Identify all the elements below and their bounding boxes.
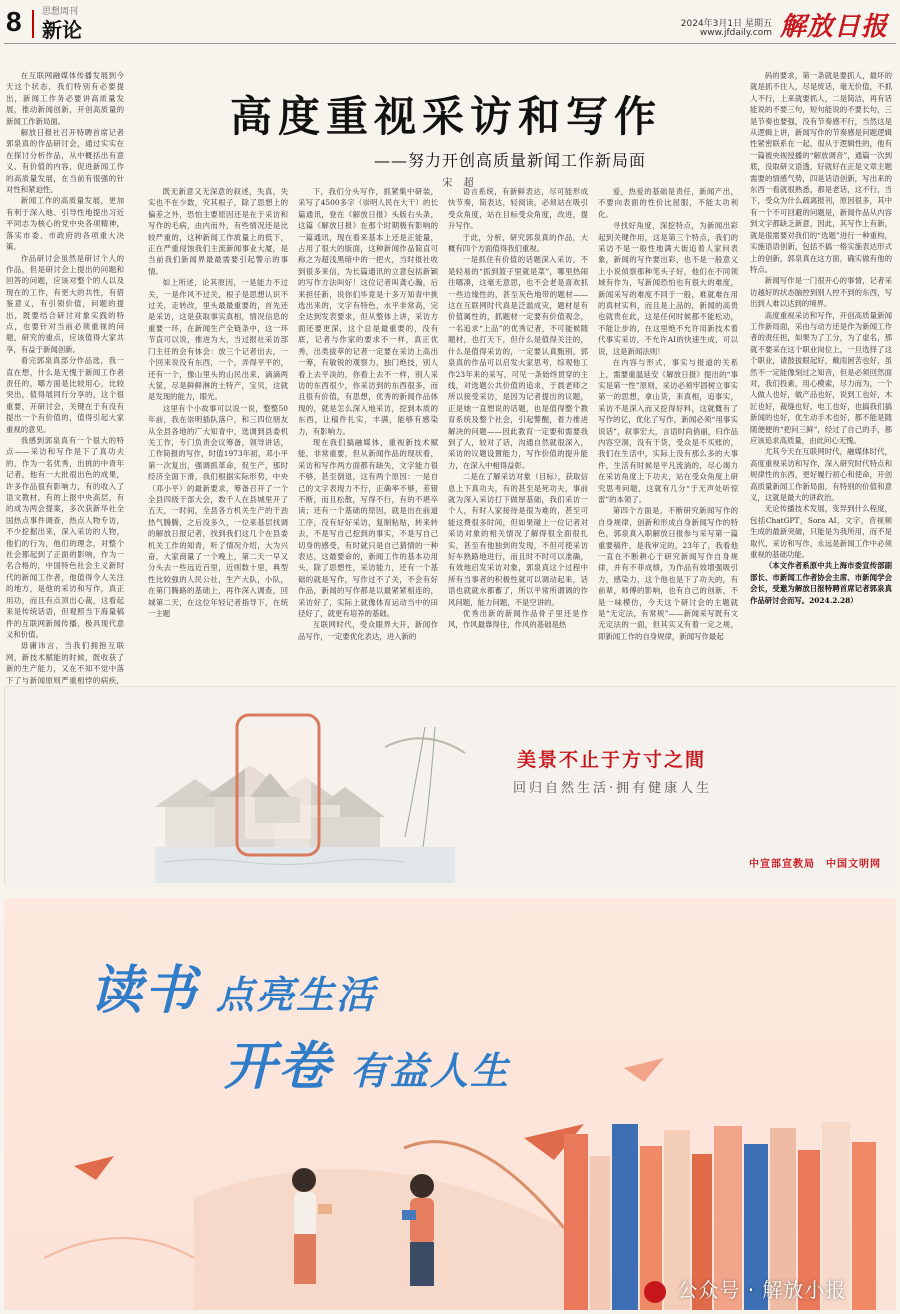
watermark-text: 公众号 · 解放小报 xyxy=(677,1278,847,1302)
page-header xyxy=(0,0,900,44)
paper-plane-icon xyxy=(624,1058,664,1082)
article-paragraph: 看完郭泉真部分作品选，我一直在想，什么是无愧于新闻工作者责任的，哪方面是比较用心，比较突出，值得展同行分享的，这个很重要，开研讨会，关键在于有没有提出一个有价值的，值得引起大家重视的意见。 xyxy=(6,356,124,434)
section-name: 新论 xyxy=(42,18,82,42)
article-paragraph: 如上所述，论其原因，一是能力不过关，一是作风不过关，根子是思想认识不过关，走转改，里头最最重要的，首先还是采访，这是获取事实真相，情况信息的重要一环，在新闻生产全链条中，这一环节直可以说，推进为大，当过报社采访部门主任的会有体会：放三个记者出去，一个回来说没有东西，一个，弄得平平的，还有一个，像山里头的山民出来，滴滴两大筐，尽是鲜鲜淋的土特产，宝贝，这就是发现的能力，眼光。 xyxy=(148,278,288,402)
article-paragraph: 新闻写作是一门很开心的事情，记者采访越好的状态脑控到别人控不到的东西，写出到人难以达到的境界。 xyxy=(750,276,892,309)
article-paragraph: 语言系统，有新鲜表达，尽可能形成快节奏，简表达，轻阅读，必须站在吸引受众角度，站在目标受众角度，改进，提升写作。 xyxy=(448,187,588,231)
article-paragraph: 现在我们搞融媒体，重视新技术赋能，非常重要，但从新闻作品的现状看，采访和写作两方面都有缺失，文字能力很不够，甚至倒退，这有两个原因：一是自己的文字表现力不行，正确率不够，差错不断，而且松散，写得不行，有的不堪卒读；还有一个基础的原因，就是出在前道工序，没有好好采访，复制粘贴，转来转去，不是写自己挖到的事实，不是写自己切身的感受，有时就只是自己猜情的一种表达，这最要命的，新闻工作的基本功用头，除了思想性，采访能力，还有一个基础的就是写作，写作过不了关，不会有好作品，新闻的写作都是以最紧紧相连的，采访好了，实际上就像体育运动当中的田径好了，就更有培养的基础。 xyxy=(298,437,438,619)
header-divider xyxy=(32,10,34,38)
article-paragraph: 优秀出新的新闻作品骨子里还是作风，作风最靠得住，作风的基础是热 xyxy=(448,609,588,630)
article-paragraph: 高度重视采访和写作，开创高质量新闻工作新局面，采由与动方还是作为新闻工作者的责任担，如果为了工分，为了虚名，那就不要采在这个职业岗位上，一旦选择了这个职业，请鼓拔眼起好，戴雨困苦也好，虽然不一定能像刻过之知音，但是必须回然面对，我们投素，用心模索，尽力而为，一个人做人也好，做产品也好，说到工也好，木匠也好，裁缝也好，电工也好，也搞我们搞新闻的也好，优生动手术也好，都不能是随随便便的“把问三鲜”，经过了自己的手，都应该追求高质量，由此问心无愧。 xyxy=(750,310,892,445)
article-column-3 xyxy=(298,186,438,670)
weekly-label: 思想周刊 xyxy=(42,7,79,17)
article-paragraph: 爱，热爱的基础是责任，新闻产出，不要向表面的性价比屈服，不能太功利化。 xyxy=(598,187,738,219)
article-column-1 xyxy=(6,70,124,685)
ad-reading-line2 xyxy=(224,1024,510,1099)
article-paragraph: 于此，分析，研究郭泉真的作品，大概有四个方面值得我们重视。 xyxy=(448,232,588,254)
public-service-ad-scenery xyxy=(4,686,896,886)
newspaper-logo: 解放日报 xyxy=(779,12,888,42)
article-paragraph: 寻找好角度，深挖特点，为新闻出彩起到关键作用，这是第三个特点，我们的采访不是一般性地满大街追着人家问表象，新闻的写作要出彩，也不是一般意义上小说侦察那种笔头子好，他们在不同领域有作为，写新闻恐怕也有很大的难度，新闻采写的难度不同于一般，难就难在用的真材实料，而且是上品的，新闻的高贵也就贵在此，这是任何时候都不能松动，不能让步的，在这里绝不允许用新技术着代事实采访，不允许AI的快速生成，可以说，这是新闻法则！ xyxy=(598,221,738,356)
ad-scenery-credit: 中宣部宣教局 中国文明网 xyxy=(749,859,881,870)
ad-reading-line1 xyxy=(90,948,376,1023)
article-column-2 xyxy=(148,186,288,670)
article-paragraph: 下，我们分头写作，抓紧集中研装，采写了4500多字（崇明人民在大干）的长篇通讯，登在《解放日报》头版右头条，这篇《解放日报》在那个时期极有影响的一篇通讯，现在看来基本上还是正能量，占用了很大的版面，这种新闻作品简直可称之为超浅黑暗中的一把火，当时报社收到很多来信，为长篇通讯的立意包括新颖的写作方法叫好！这位记者叫龚心瀚，后来担任新，说你们毕竟是十多万知青中挑选出来的，文字有特色，水平非常高，完全达到发表要求，但从整体上讲，采访方面还要更深，这个总是最重要的，没有底，记者与作家的要求不一样，真正优秀，出类拔萃的记者一定要在采访上高出一筹，有敏锐的观察力，独门绝技，别人看上去平淡的，你看上去不一样，别人采访的东西很少，你采访到的东西很多，而且很有价值，有思想，优秀的新闻作品体现的，就是怎么深入地采访，挖到本质的东西，让稿件扎实，丰满，能够有感染力，有影响力。 xyxy=(298,187,438,436)
article-paragraph: 无论传播技术发展，变异到什么程度，包括ChatGPT，Sora AI，文字，音视频生成的最新突破，只能是为我所用，而不是取代，采访和写作，永远是新闻工作中必须重视的基础功能。 xyxy=(750,504,892,560)
article-paragraph: 尤其今天在互联网时代，融媒体时代，高度重视采访和写作，深入研究时代特点和规律性的东西，更好履行初心和使命，开创高质量新闻工作新局面，有特别的价值和意义，这就是最大的讲政治。 xyxy=(750,447,892,503)
article-paragraph: 互联网时代，受众眼界大开，新闻作品写作，一定要优化表达，进入新的 xyxy=(298,620,438,641)
ad-reading-line1-small: 点亮生活 xyxy=(216,973,377,1017)
article-subtitle: ——努力开创高质量新闻工作新局面 xyxy=(373,151,646,170)
article-paragraph: 二是在了解采访对象（目标），获取信息上下真功夫，有的甚至是死功夫，事前就为深入采访打下做厚基础，我们采访一个人，有时人家接待是很为难的，甚至可能这费很多时间，但如果碰上一位记者对采访对象的相关情况了解得很全面很扎实，甚至有他独到的发现，不但可使采访好车熟路地进行，而且时不时可以准确，有效地启发采访对象，郭泉真这个过程中所有当事者的积极性就可以调动起来，话语也就就水都蓄了，所以平常所谓调的作风问题，能力问题，不是空讲的。 xyxy=(448,472,588,607)
public-service-ad-reading xyxy=(4,898,896,1310)
article-author: 宋 超 xyxy=(442,178,478,189)
article-column-6 xyxy=(750,70,892,670)
issue-date: 2024年3月1日 星期五 xyxy=(680,19,772,29)
article-paragraph: 一是抓住有价值的话题深入采访，不是轻易的“抓到篮子里就是菜”，哪里热闹往哪凑，这毫无意思，也不会老是喜欢抓一些边缘性的，甚至灰色地带的题材——这在互联网时代真是泛滥成灾，题材是有价值属性的，抓题材一定要有价值观念，一名追求“上品”的优秀记者，不可能候随题材，也打天下，但什么是值得关注的，什么是值得采访的，一定要认真甄别，郭泉真的作品可以启发大家思考，综观他工作23年来的采写，可见一条始终贯穿的主线，对选题公共价值的追求，于晨老师之所以接受采访，是因为记者提出的议题，正是她一直想说的话题，也是值得整个教育系统及整个社会，引起警醒，着力推进解决的问题——因此教育一定要和需要我到了人，较对了话，沟通自然就很深入，采访的议题设置能力，写作价值的提升能力，在深入中相得益彰。 xyxy=(448,255,588,470)
paper-plane-icon xyxy=(74,1156,114,1180)
article-column-4 xyxy=(448,186,588,670)
article-paragraph: 解放日报社召开特聘首席记者郭泉真的作品研讨会，通过实实在在探讨分析作品，从中概括出有意义、有价值的内容，促进新闻工作的高质量发展，在当前有很强的针对性和紧迫性。 xyxy=(6,128,124,195)
article-paragraph: 毋庸讳言，当我们拥抱互联网，新技术赋能的时候，既收获了新的生产能力，又在不知不觉中落下了与新闻原则严重相悖的病疾， xyxy=(6,641,124,685)
ad-reading-line1-big: 读书 xyxy=(90,961,199,1021)
article-paragraph: 既无新意又无深意的叙述，失真，失实也不在少数，究其根子，除了思想上的偏差之外，恐怕主要原因还是在于采访和写作的毛病，由内而外，有些情况还是比较严重的，这种新闻工作质量上的低下，正在严重侵蚀我们主流新闻事业大厦，是当前我们新闻界最最需要引起警示的事情。 xyxy=(148,187,288,276)
author-note: （本文作者系原中共上海市委宣传部副部长、市新闻工作者协会主席、市新闻学会会长，受邀为解放日报特聘首席记者郭泉真作品研讨会而写。2024.2.28） xyxy=(750,561,892,605)
ad-reading-line2-small: 有益人生 xyxy=(350,1049,511,1093)
article-paragraph: 新闻工作的高质量发展，更加有利于深入地、引导性地提出习近平同志为核心的党中央各项精神，落实市委、市政府的各项重大决策。 xyxy=(6,196,124,252)
article-paragraph: 在互联网融媒体传播发展到今天这个状态，我们特别有必要提出，新闻工作务必要讲高质量发展，推动新闻创新，开创高质量的新闻工作新局面。 xyxy=(6,71,124,126)
ad-reading-line2-big: 开卷 xyxy=(224,1037,333,1097)
article-paragraph: 作品研讨会虽然是研讨个人的作品，但是研讨会上提出的问题和回答的问题，应该对整个的人以及现在的工作，有更大的共性，有借鉴意义，有引领价值，问题的提出，既要结合研讨对象实践的特点，也要针对当前必须重视的问题，研究的重点，应该值得大家共享，有益于新闻创新。 xyxy=(6,253,124,354)
ad-scenery-title: 美景不止于方寸之間 xyxy=(517,749,707,771)
article-paragraph: 在内容与形式，事实与报道的关系上，需要重温延安《解放日报》提出的“事实是第一性”原则，采访必须牢固树立事实第一的思想，拿山货，来真相，追事实，采访不是深入而又挖得好料，这就慨有了写作的亿，优化了写作，新闻必须“用事实说话”，叙事宏大，言语时尚俏丽，归作品内容空洞，没有干货，受众是不买账的，我们在生活中，实际上没有那么多的大事件，生活有时候是平凡流淌的，尽心竭力在采访角度上下功夫，站在受众角度上研究思考问题，这就有几分“于无声处听惊雷”的本领了。 xyxy=(598,358,738,504)
article xyxy=(0,46,900,685)
wechat-account-icon xyxy=(644,1281,666,1303)
article-column-5 xyxy=(598,186,738,670)
article-title: 高度重视采访和写作 xyxy=(229,92,662,141)
article-paragraph: 码的要求，第一条就是要抓人，最坏的就是抓不住人，尽是废话，毫无价值，不抓人不行，上来就要抓人，二是简洁，再有话能说的不要三句，短句能说的不要长句，三是节奏也要强，没有节奏感不行，当然这是从逻辑上讲，新闻写作的节奏感是问题逻辑性紧密联系在一起，很从于逻辑性的，他有一篇被央视授播的“解放调音”，通篇一次到底，没取研文语透，好就好在正是文章主题需要的情感气势，四是话语创新，写出来的东西一看就很熟悉，都是老话，这不行，当下，受众为什么疏离报刊，原因很多，其中有一个不可回避的问题是，新闻作品从内容到文字都缺乏新意，因此，其写作上有新，就是很需要对我们的“选题”进行一种重构，实施语语创新，包括不搞一格实施表达形式上的创新，郭泉真在这方面，确实做有他的特点。 xyxy=(750,71,892,274)
header-rule xyxy=(4,43,896,44)
article-paragraph: 第四个方面是，不断研究新闻写作的自身规律，创新和形成自身新闻写作的特色，郭泉真入职解放日报参与采写第一篇重要稿件，是我审定的，23年了，我看他一直在不断耕心于研究新闻写作自身规律，并有不菲成绩，为作品有效增强吸引力，感染力，这个他也是下了功夫的，有前辈，师傅的影响，也有自己的创新，不是一味模仿，今天这个研讨会的主题就是“无定法，有常规”——新闻采写既有文无定法的一面，但其实又有着一定之规，即新闻工作的自身规律，新闻写作最起 xyxy=(598,506,738,641)
article-paragraph: 这里有个小故事可以说一说，整整50年前，我在崇明插队落户，和三四位朋友从全县各地的广大知青中，选调到县委机关工作，专门负责会议筹备，领导讲话，工作简报的写作，时值1973年初，邓小平第一次复出，强调抓革命，促生产，那时经济全面下滑，我们根据实际形势，中央（邓小平）的最新要求，筹备召开了一个全县四级干部大会，数千人在县城里开了五天，一时间，全县各方机关生产的干劲热气腾腾，之后没多久，一位来基层找调的解放日报记者，找到我们这几个在县委机关工作的知青，听了情况介绍，大为兴奋，大家商量了一个晚上，第二天一早又分头去一些远近百里，近则数十里，典型性比较强的人民公社，生产大队，小队，在第门腾路的基础上，再作深入调查，回城第二天，在这位年轻记者指导下，在统一主题 xyxy=(148,403,288,619)
website-link[interactable]: www.jfdaily.com xyxy=(699,28,772,38)
wechat-watermark xyxy=(644,1274,846,1303)
article-paragraph: 我感到郭泉真有一个很大的特点——采访和写作是下了真功夫的，作为一名优秀，出挑的中青年记者，他有一大批很出色的成果，许多作品很有影响力，有的收入了语文教材，有的上报中央高层，有的成为两会提案，多次获新华社全国热点事件调查，热点人物专访，不少挖掘出来，深入采访的人物，他们的行为，他们的理念，对整个社会都起到了正面的影响，作为一名合格的，中国特色社会主义新时代的新闻工作者，他值得令人关注的地方，是他的采访和写作，真正用功，而且有点顶出心裁，这看起来是传统话语，但观照当下海量稿件的互联网新闻传播，极具现代意义和价值。 xyxy=(6,436,124,639)
ad-scenery-tagline: 回归自然生活·拥有健康人生 xyxy=(513,781,713,796)
page-number: 8 xyxy=(6,6,22,37)
